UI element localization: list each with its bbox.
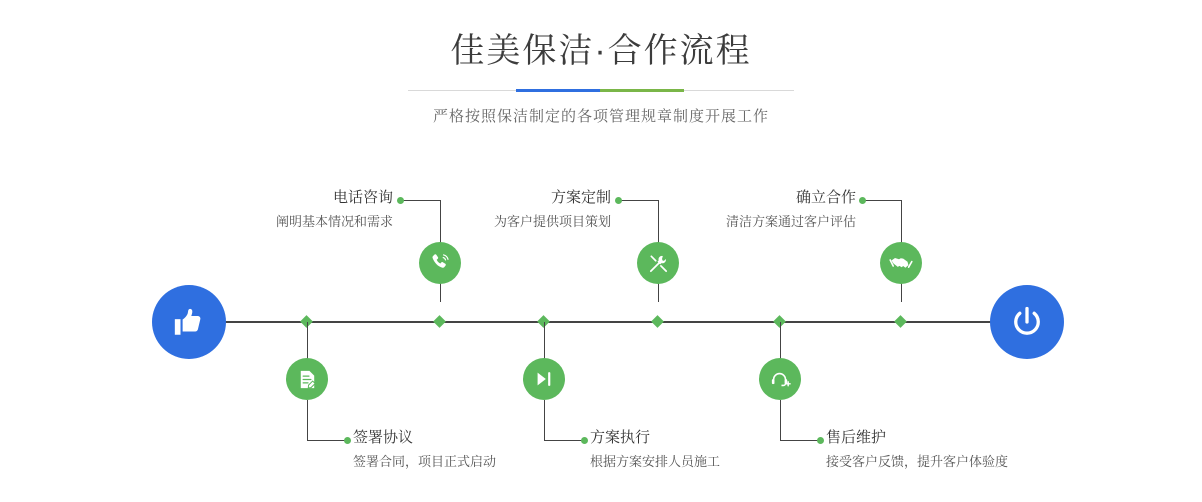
headset-add-icon bbox=[769, 368, 792, 391]
step-desc: 阐明基本情况和需求 bbox=[275, 214, 393, 229]
label-dot bbox=[817, 437, 824, 444]
connector-line bbox=[544, 440, 584, 441]
step-label-1 bbox=[205, 188, 393, 232]
connector-line bbox=[307, 400, 308, 440]
timeline-end-node bbox=[990, 285, 1064, 359]
label-dot bbox=[859, 197, 866, 204]
step-label-3 bbox=[425, 188, 611, 232]
connector-line bbox=[780, 400, 781, 440]
step-label-6 bbox=[826, 428, 1086, 472]
step-desc: 签署合同，项目正式启动 bbox=[353, 454, 497, 469]
page-title: 佳美保洁·合作流程 bbox=[450, 32, 752, 70]
step-label-2 bbox=[353, 428, 583, 472]
step-desc: 根据方案安排人员施工 bbox=[590, 454, 721, 469]
step-desc: 清洁方案通过客户评估 bbox=[725, 214, 856, 229]
thumbs-up-icon bbox=[172, 305, 206, 339]
step-title: 确立合作 bbox=[795, 189, 856, 206]
label-dot bbox=[615, 197, 622, 204]
connector-line bbox=[901, 200, 902, 240]
label-dot bbox=[397, 197, 404, 204]
connector-line bbox=[658, 200, 659, 240]
axis-node-dot bbox=[894, 315, 907, 328]
step-label-4 bbox=[590, 428, 830, 472]
page-subtitle: 严格按照保洁制定的各项管理规章制度开展工作 bbox=[432, 108, 769, 125]
connector-line bbox=[544, 322, 545, 360]
phone-call-icon bbox=[428, 251, 452, 275]
step-icon-6 bbox=[759, 358, 801, 400]
title-divider bbox=[408, 90, 794, 91]
connector-line bbox=[780, 440, 820, 441]
divider-segment-blue bbox=[516, 89, 600, 92]
connector-line bbox=[307, 322, 308, 360]
connector-line bbox=[544, 400, 545, 440]
step-desc: 为客户提供项目策划 bbox=[493, 214, 611, 229]
step-icon-1 bbox=[419, 242, 461, 284]
connector-line bbox=[862, 200, 902, 201]
step-icon-4 bbox=[523, 358, 565, 400]
step-icon-5 bbox=[880, 242, 922, 284]
axis-node-dot bbox=[651, 315, 664, 328]
step-icon-2 bbox=[286, 358, 328, 400]
step-title: 售后维护 bbox=[826, 429, 887, 446]
power-icon bbox=[1009, 304, 1045, 340]
connector-line bbox=[307, 440, 347, 441]
step-title: 电话咨询 bbox=[332, 189, 393, 206]
handshake-icon bbox=[889, 251, 913, 275]
step-icon-3 bbox=[637, 242, 679, 284]
step-title: 方案执行 bbox=[590, 429, 651, 446]
step-label-5 bbox=[672, 188, 856, 232]
connector-line bbox=[618, 200, 659, 201]
header bbox=[0, 28, 1202, 126]
step-desc: 接受客户反馈，提升客户体验度 bbox=[826, 454, 1009, 469]
tools-icon bbox=[647, 252, 670, 275]
label-dot bbox=[344, 437, 351, 444]
axis-node-dot bbox=[433, 315, 446, 328]
play-flag-icon bbox=[533, 368, 555, 390]
connector-line bbox=[780, 322, 781, 360]
document-edit-icon bbox=[296, 368, 319, 391]
timeline-axis bbox=[155, 321, 1050, 323]
divider-segment-green bbox=[600, 89, 684, 92]
step-title: 签署协议 bbox=[353, 429, 414, 446]
step-title: 方案定制 bbox=[550, 189, 611, 206]
timeline-start-node bbox=[152, 285, 226, 359]
label-dot bbox=[581, 437, 588, 444]
